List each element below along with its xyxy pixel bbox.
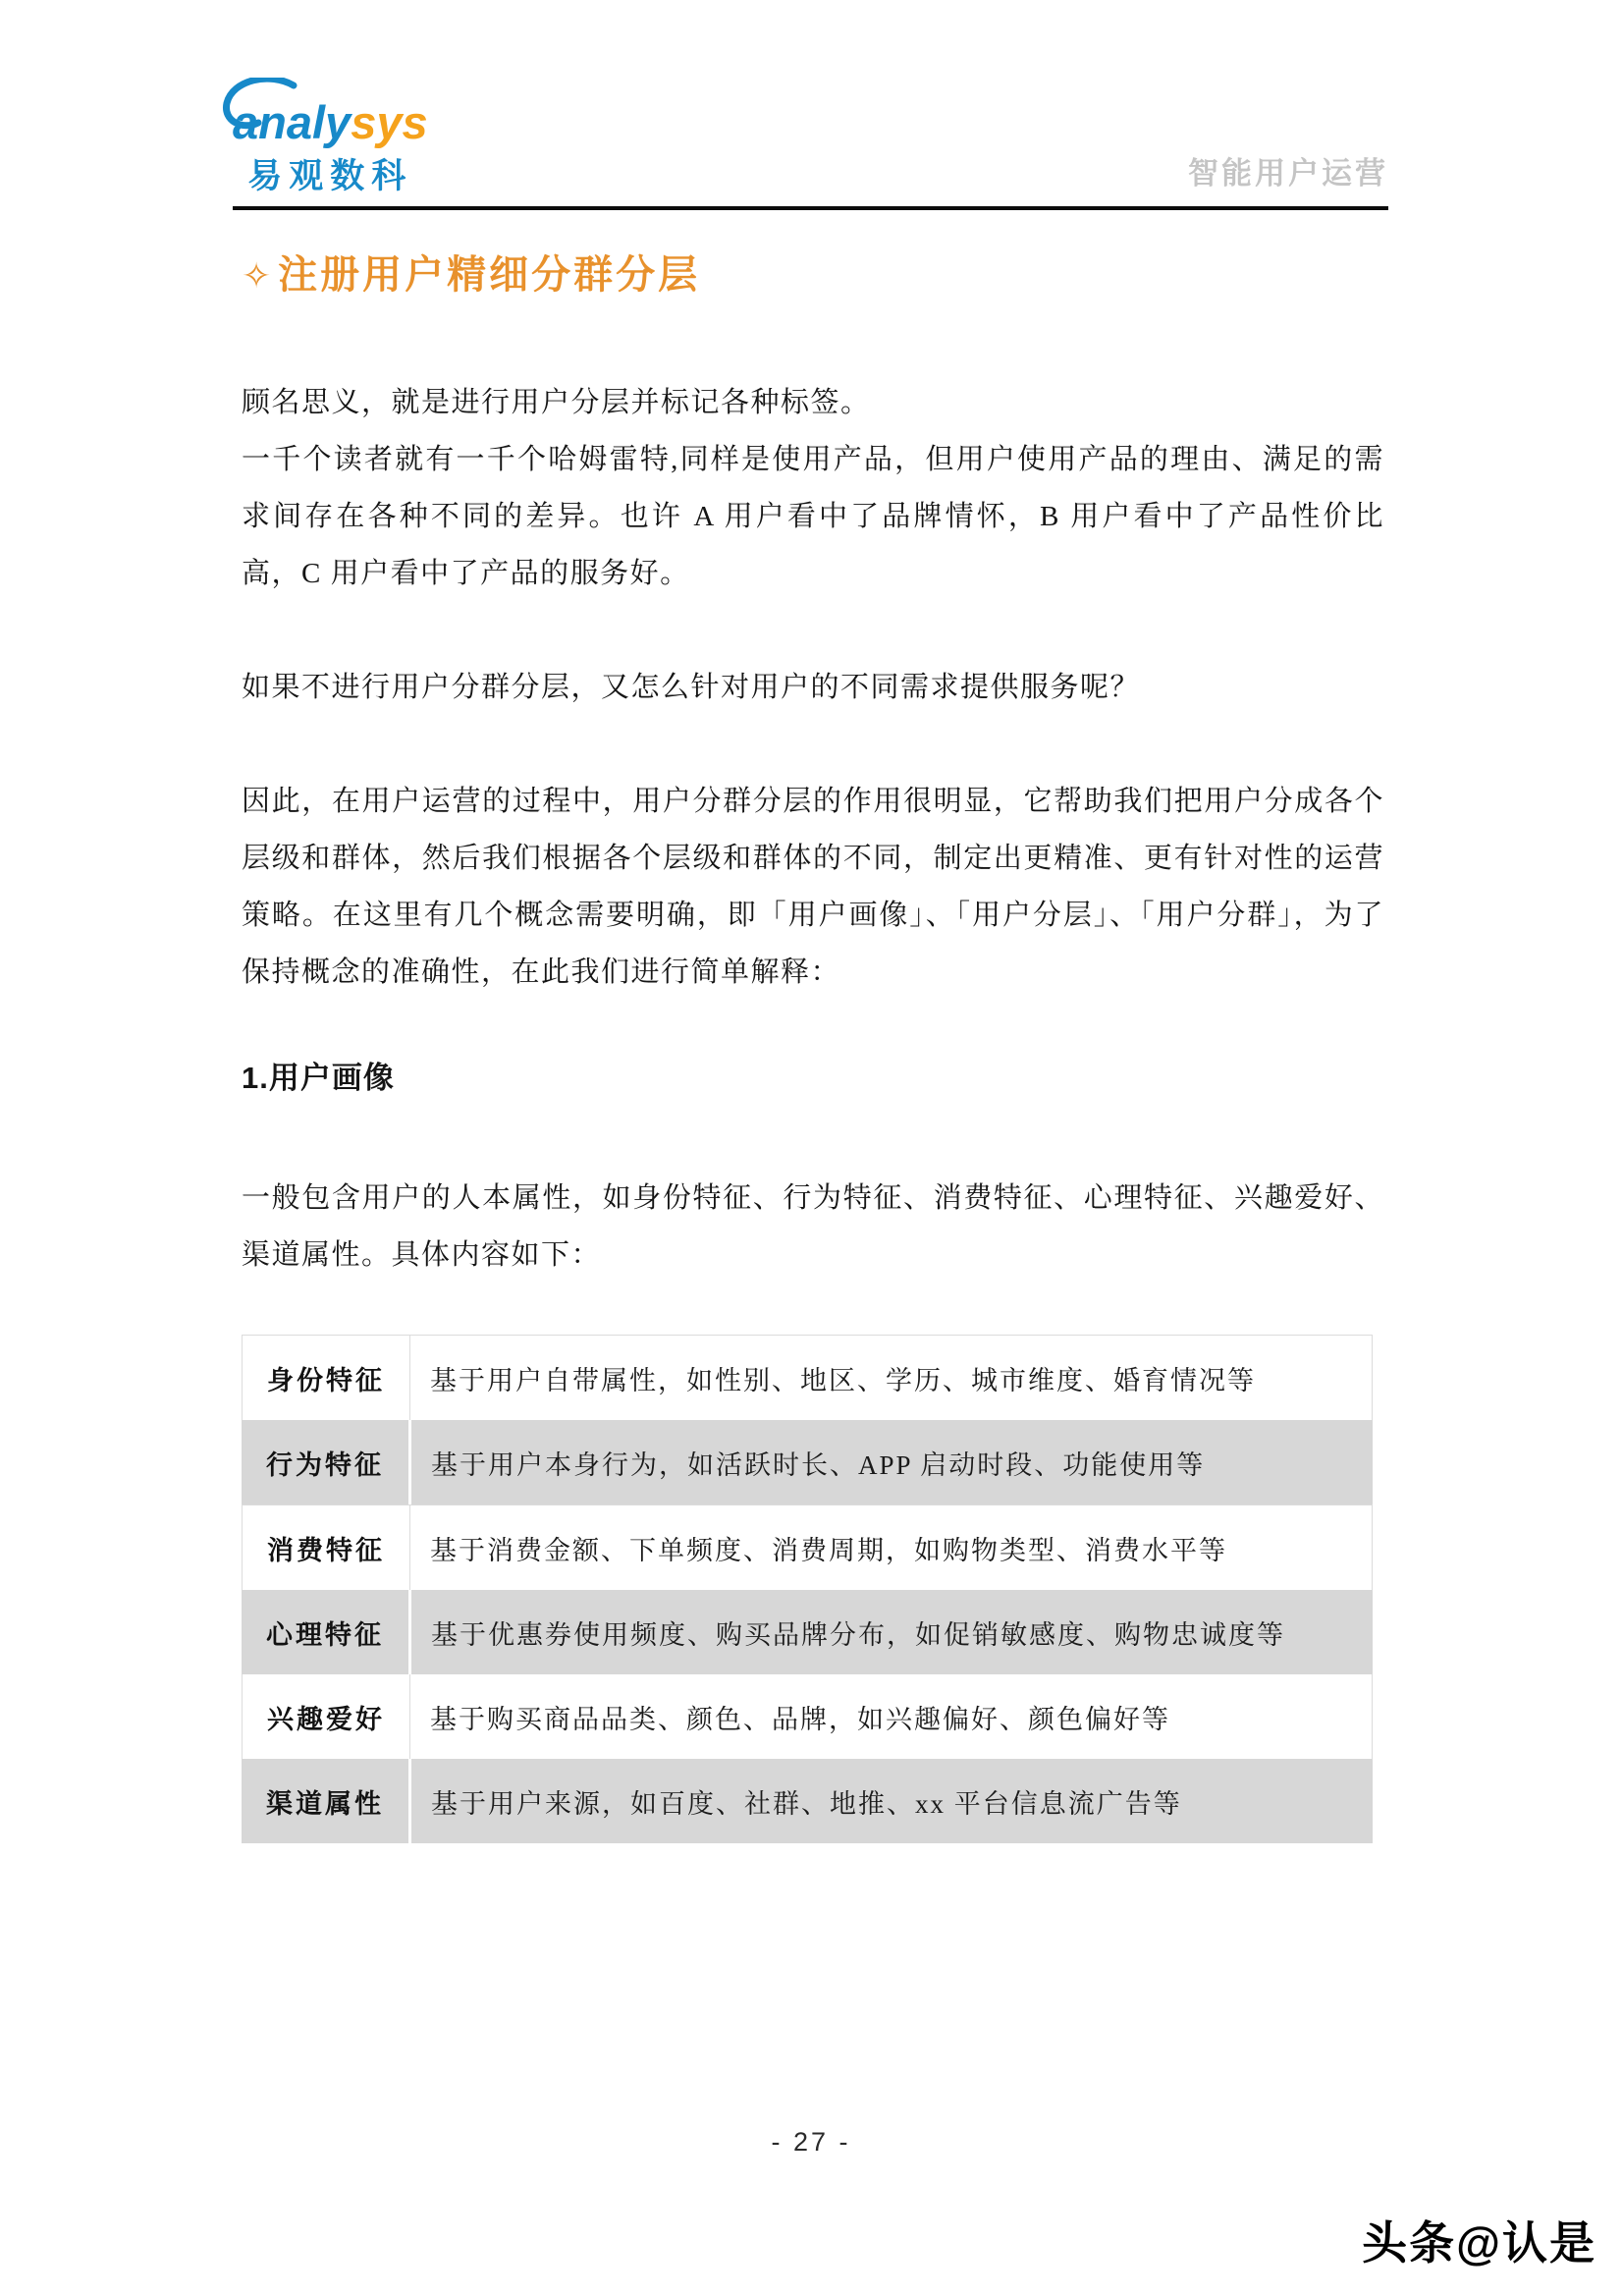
section-heading-user-profile: 1.用户画像 (242, 1061, 395, 1095)
watermark-text: 头条@认是 (1362, 2217, 1596, 2269)
logo-cn-text: 易观数科 (247, 157, 413, 195)
page-title-text: 注册用户精细分群分层 (278, 253, 701, 297)
user-profile-feature-table (242, 1335, 1373, 1843)
document-content (242, 247, 1384, 1843)
logo-text-orange: sys (351, 96, 428, 148)
analysys-logo-wordmark (233, 96, 428, 148)
table-row (242, 1420, 1373, 1504)
section-intro-paragraph: 一般包含用户的人本属性，如身份特征、行为特征、消费特征、心理特征、兴趣爱好、渠道属性。具体内容如下： (242, 1182, 1384, 1271)
diamond-icon: ✧ (242, 255, 275, 296)
logo-swirl-icon (219, 78, 301, 135)
table-row-label: 渠道属性 (242, 1759, 411, 1843)
table-row-text: 基于用户本身行为，如活跃时长、APP 启动时段、功能使用等 (431, 1449, 1206, 1480)
table-row (242, 1504, 1373, 1590)
page-number: - 27 - (771, 2127, 851, 2157)
table-row-text: 基于购买商品品类、颜色、品牌，如兴趣偏好、颜色偏好等 (430, 1704, 1170, 1734)
table-row (242, 1590, 1373, 1674)
paragraph-1: 顾名思义，就是进行用户分层并标记各种标签。 (242, 387, 871, 418)
table-row-text: 基于用户来源，如百度、社群、地推、xx 平台信息流广告等 (431, 1788, 1182, 1819)
table-row-label: 兴趣爱好 (243, 1674, 410, 1759)
paragraph-2: 一千个读者就有一千个哈姆雷特,同样是使用产品，但用户使用产品的理由、满足的需求间存在各种不同的差异。也许 A 用户看中了品牌情怀，B 用户看中了产品性价比高，C 用户看中了产品的服务好。 (242, 444, 1384, 589)
table-row-label: 心理特征 (242, 1590, 411, 1674)
table-row-label: 行为特征 (242, 1420, 411, 1504)
logo-text-blue: analy (233, 96, 351, 148)
table-row (242, 1674, 1373, 1759)
table-row-text: 基于消费金额、下单频度、消费周期，如购物类型、消费水平等 (430, 1535, 1227, 1565)
page-title (242, 247, 1384, 303)
table-row-label: 消费特征 (243, 1505, 410, 1590)
paragraph-3: 如果不进行用户分群分层，又怎么针对用户的不同需求提供服务呢？ (242, 672, 1141, 703)
paragraph-4: 因此，在用户运营的过程中，用户分群分层的作用很明显，它帮助我们把用户分成各个层级和群体，然后我们根据各个层级和群体的不同，制定出更精准、更有针对性的运营策略。在这里有几个概念需要明确，即「用户画像」、「用户分层」、「用户分群」，为了保持概念的准确性，在此我们进行简单解释： (242, 786, 1384, 988)
page-header (233, 77, 1388, 210)
table-row-text: 基于优惠券使用频度、购买品牌分布，如促销敏感度、购物忠诚度等 (431, 1619, 1285, 1650)
analysys-logo (233, 96, 428, 198)
table-row-label: 身份特征 (243, 1336, 410, 1420)
table-row (242, 1759, 1373, 1843)
header-section-label: 智能用户运营 (1188, 156, 1388, 191)
table-row (242, 1335, 1373, 1420)
table-row-text: 基于用户自带属性，如性别、地区、学历、城市维度、婚育情况等 (430, 1365, 1256, 1395)
